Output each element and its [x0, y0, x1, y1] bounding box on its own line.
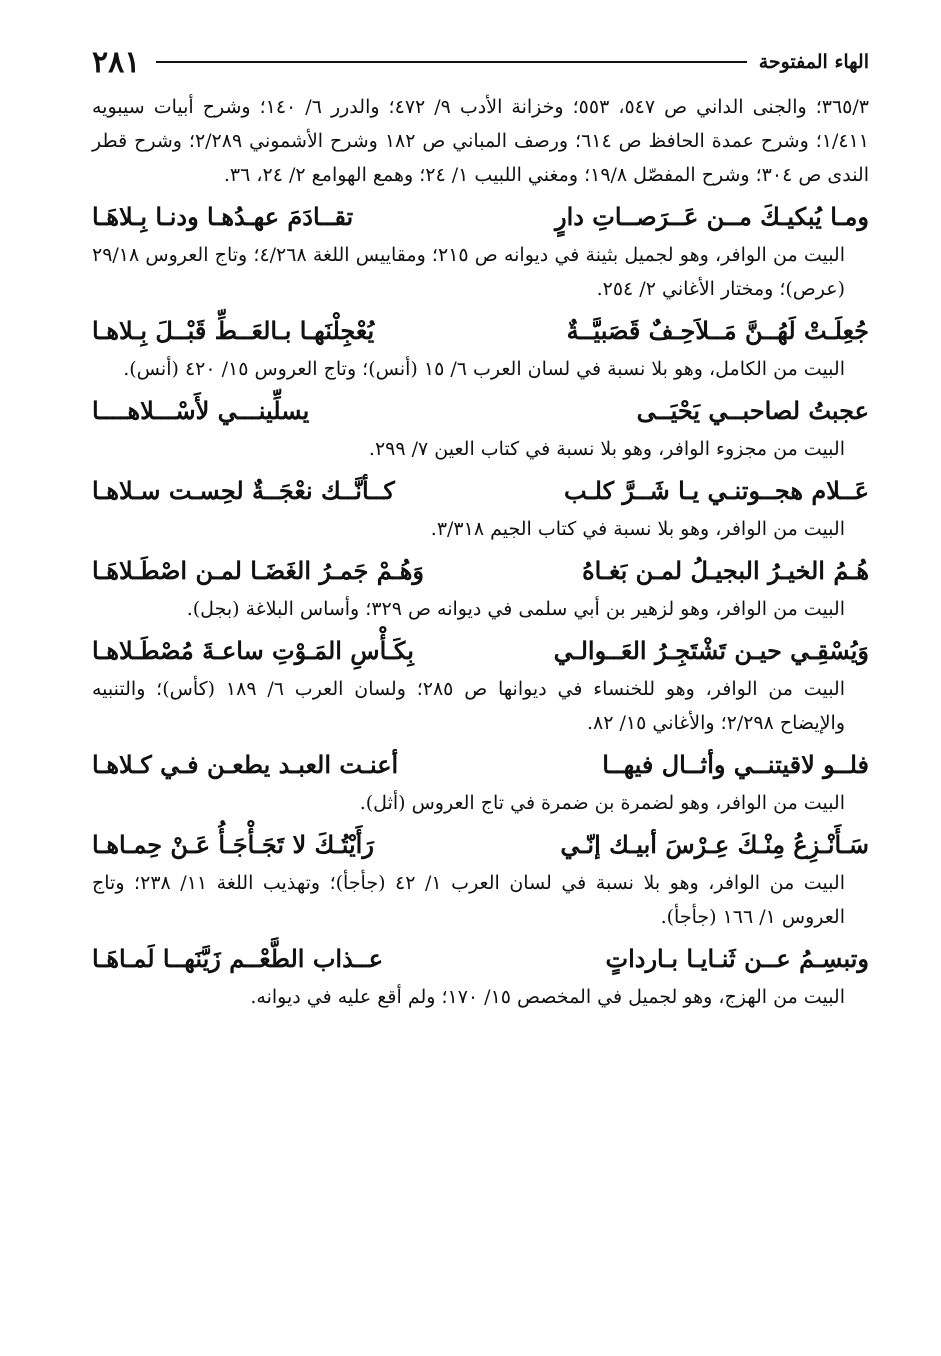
verse-line — [92, 744, 869, 786]
verse-entry — [92, 390, 869, 466]
verse-entry — [92, 470, 869, 546]
verse-source-note: البيت من الوافر، وهو بلا نسبة في كتاب الجيم ٣/٣١٨. — [430, 518, 845, 540]
first-hemistich: عجبتُ لصاحبــي يَحْيَــى — [636, 396, 869, 425]
verse-entry — [92, 630, 869, 740]
verse-source-note: البيت من الوافر، وهو لضمرة بن ضمرة في تاج العروس (أثل). — [359, 792, 845, 814]
first-hemistich: ومـا يُبكيـكَ مــن عَــرَصــاتِ دارٍ — [555, 202, 869, 231]
verse-line — [92, 938, 869, 980]
first-hemistich: سَـأَنْـزِعُ مِنْـكَ عِـرْسَ أبيـك إنّـي — [560, 830, 869, 859]
verse-line — [92, 630, 869, 672]
first-hemistich: عَــلام هجــوتنـي يـا شَــرَّ كلـب — [564, 476, 869, 505]
verse-line — [92, 310, 869, 352]
verse-source-note: البيت من الهزج، وهو لجميل في المخصص ١٥/ ١٧٠؛ ولم أقع عليه في ديوانه. — [250, 986, 845, 1008]
verse-entry — [92, 196, 869, 306]
verse-entry — [92, 938, 869, 1014]
verse-entry — [92, 310, 869, 386]
verse-line — [92, 824, 869, 866]
second-hemistich: يسلِّينـــي لأَسْـــلاهــــا — [92, 396, 310, 425]
verse-source-note: البيت من الوافر، وهو للخنساء في ديوانها ص ٢٨٥؛ ولسان العرب ٦/ ١٨٩ (كأس)؛ والتنبيه والإيضاح ٢/٢٩٨؛ والأغاني ١٥/ ٨٢. — [92, 678, 845, 734]
second-hemistich: أعنـت العبـد يطعـن فـي كـلاهـا — [92, 750, 399, 779]
second-hemistich: بِكَـأْسِ المَـوْتِ ساعـةَ مُصْطَـلاهـا — [92, 636, 414, 665]
verse-source-note: البيت من الكامل، وهو بلا نسبة في لسان العرب ٦/ ١٥ (أنس)؛ وتاج العروس ١٥/ ٤٢٠ (أنس). — [123, 358, 845, 380]
verse-entry — [92, 824, 869, 934]
verse-source-note: البيت من مجزوء الوافر، وهو بلا نسبة في كتاب العين ٧/ ٢٩٩. — [368, 438, 845, 460]
verse-source-note: البيت من الوافر، وهو بلا نسبة في لسان العرب ١/ ٤٢ (جأجأ)؛ وتهذيب اللغة ١١/ ٢٣٨؛ وتاج العروس ١/ ١٦٦ (جأجأ). — [92, 872, 845, 928]
first-hemistich: وَيُسْقِـي حيـن تَشْتَجِـرُ العَــوالـي — [553, 636, 869, 665]
page-number: ٢٨١ — [92, 44, 141, 80]
verse-source-note: البيت من الوافر، وهو لجميل بثينة في ديوانه ص ٢١٥؛ ومقاييس اللغة ٤/٢٦٨؛ وتاج العروس ٢٩/١٨ (عرص)؛ ومختار الأغاني ٢/ ٢٥٤. — [92, 244, 846, 300]
first-hemistich: هُـمُ الخيـرُ البجيـلُ لمـن بَغـاهُ — [582, 556, 869, 585]
chapter-title: الهاء المفتوحة — [758, 51, 869, 73]
verse-line — [92, 470, 869, 512]
running-header — [92, 40, 869, 84]
verse-line — [92, 550, 869, 592]
first-hemistich: وتبسِـمُ عــن ثَنـايـا بـارداتٍ — [605, 944, 869, 973]
verse-entry — [92, 550, 869, 626]
second-hemistich: عــذاب الطَّعْــم زَيَّنَهــا لَمـاهَـا — [92, 944, 384, 973]
second-hemistich: رَأَيْتُـكَ لا تَجَـأْجَـأُ عَـنْ حِمـاهـا — [92, 830, 374, 859]
verse-line — [92, 196, 869, 238]
verse-entry — [92, 744, 869, 820]
verse-line — [92, 390, 869, 432]
first-hemistich: فلــو لاقيتنــي وأثــال فيهــا — [602, 750, 869, 779]
second-hemistich: كــأنَّــك نعْجَــةٌ لحِسـت سـلاهـا — [92, 476, 395, 505]
second-hemistich: وَهُـمْ جَمـرُ الغَضَـا لمـن اصْطَـلاهَـا — [92, 556, 424, 585]
opening-note: ٣٦٥/٣؛ والجنى الداني ص ٥٤٧، ٥٥٣؛ وخزانة الأدب ٩/ ٤٧٢؛ والدرر ٦/ ١٤٠؛ وشرح أبيات سيبويه ١/٤١١؛ وشرح عمدة الحافظ ص ٦١٤؛ ورصف المباني ص ١٨٢ وشرح الأشموني ٢/٢٨٩؛ وشرح قطر الندى ص ٣٠٤؛ وشرح المفصّل ١٩/٨؛ ومغني اللبيب ١/ ٢٤؛ وهمع الهوامع ٢/ ٢٤، ٣٦. — [92, 96, 869, 186]
second-hemistich: تقــادَمَ عهـدُهـا ودنـا بِـلاهَـا — [92, 202, 354, 231]
header-rule — [156, 61, 746, 63]
second-hemistich: يُعْجِلْنَهـا بـالعَــطِّ قَبْــلَ بِـلاهـا — [92, 316, 375, 345]
verse-source-note: البيت من الوافر، وهو لزهير بن أبي سلمى في ديوانه ص ٣٢٩؛ وأساس البلاغة (بجل). — [186, 598, 845, 620]
first-hemistich: جُعِلَـتْ لَهُــنَّ مَــلاَحِـفٌ قَصَبيَّــةٌ — [566, 316, 869, 345]
